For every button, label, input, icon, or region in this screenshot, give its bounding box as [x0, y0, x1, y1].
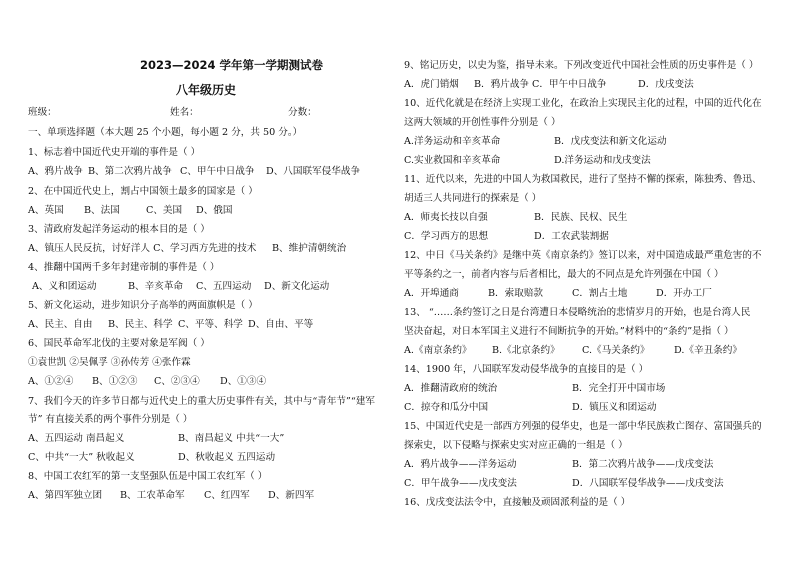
q7-option-d: D、秋收起义 五四运动: [178, 452, 276, 463]
question-8: 8、中国工农红军的第一支坚强队伍是中国工农红军（ ）: [28, 471, 268, 482]
q5-option-d: D、自由、平等: [248, 319, 314, 330]
q14-option-c: C．掠夺和瓜分中国: [404, 402, 489, 413]
q9-option-d: D．戊戌变法: [638, 79, 694, 90]
question-3: 3、清政府发起洋务运动的根本目的是（ ）: [28, 224, 210, 235]
exam-title: 2023—2024 学年第一学期测试卷: [140, 58, 324, 72]
q1-option-c: C、甲午中日战争: [180, 166, 255, 177]
q12-option-d: D．开办工厂: [656, 288, 712, 299]
q4-option-c: C、五四运动: [196, 281, 252, 292]
question-13-line-1: 13、 “……条约签订之日是台湾遭日本侵略统治的悲情岁月的开始，也是台湾人民: [404, 307, 751, 318]
q3-option-b: B、维护清朝统治: [272, 243, 347, 254]
q8-option-d: D、新四军: [268, 490, 315, 501]
q11-option-b: B．民族、民权、民生: [534, 212, 628, 223]
question-10-line-2: 这两大领域的开创性事件分别是（ ）: [404, 117, 561, 128]
class-label: 班级：: [28, 107, 57, 118]
q7-option-b: B、南昌起义 中共“一大”: [178, 433, 285, 444]
q6-listed-items: ①袁世凯 ②吴佩孚 ③孙传芳 ④张作霖: [28, 357, 191, 368]
q11-option-a: A．师夷长技以自强: [404, 212, 488, 223]
question-16: 16、戊戌变法法令中，直接触及顽固派利益的是（ ）: [404, 497, 631, 508]
q13-option-c: C.《马关条约》: [582, 345, 650, 356]
q9-option-b: B．鸦片战争: [474, 79, 530, 90]
q2-option-c: C、美国: [146, 205, 183, 216]
q5-option-a: A、民主、自由: [28, 319, 93, 330]
q11-option-d: D．工农武装割据: [534, 231, 609, 242]
q1-option-d: D、八国联军侵华战争: [266, 166, 361, 177]
q6-option-d: D、①③④: [220, 376, 267, 387]
question-5: 5、新文化运动，进步知识分子高举的两面旗帜是（ ）: [28, 300, 258, 311]
q13-option-a: A.《南京条约》: [404, 345, 472, 356]
q7-option-a: A、五四运动 南昌起义: [28, 433, 125, 444]
question-12-line-1: 12、中日《马关条约》是继中英《南京条约》签订以来，对中国造成最严重危害的不: [404, 250, 762, 261]
q12-option-c: C．割占土地: [572, 288, 628, 299]
score-label: 分数：: [288, 107, 317, 118]
q1-option-b: B、第二次鸦片战争: [88, 166, 172, 177]
question-1: 1、标志着中国近代史开端的事件是（ ）: [28, 147, 201, 158]
question-9: 9、铭记历史，以史为鉴，指导未来。下列改变近代中国社会性质的历史事件是（ ）: [404, 60, 759, 71]
q8-option-c: C、红四军: [204, 490, 250, 501]
question-15-line-1: 15、中国近代史是一部西方列强的侵华史，也是一部中华民族救亡图存、富国强兵的: [404, 421, 762, 432]
q10-option-d: D.洋务运动和戊戌变法: [554, 155, 651, 166]
q15-option-c: C．甲午战争——戊戌变法: [404, 478, 517, 489]
q1-option-a: A、鸦片战争: [28, 166, 83, 177]
q4-option-d: D、新文化运动: [264, 281, 330, 292]
q6-option-c: C、②③④: [154, 376, 200, 387]
q14-option-a: A．推翻清政府的统治: [404, 383, 498, 394]
q3-options-ac: A、镇压人民反抗，讨好洋人 C、学习西方先进的技术: [28, 243, 257, 254]
q6-option-b: B、①②③: [92, 376, 138, 387]
q2-option-d: D、俄国: [196, 205, 233, 216]
question-7-line-2: 节” 有直接关系的两个事件分别是（ ）: [28, 414, 193, 425]
section-heading: 一、单项选择题（本大题 25 个小题，每小题 2 分，共 50 分。）: [28, 127, 303, 138]
q7-option-c: C、中共“一大” 秋收起义: [28, 452, 135, 463]
q15-option-a: A．鸦片战争——洋务运动: [404, 459, 517, 470]
q15-option-d: D．八国联军侵华战争——戊戌变法: [572, 478, 724, 489]
q2-option-b: B、法国: [84, 205, 120, 216]
q15-option-b: B．第二次鸦片战争——戊戌变法: [572, 459, 714, 470]
q13-option-b: B.《北京条约》: [492, 345, 560, 356]
question-2: 2、在中国近代史上，割占中国领土最多的国家是（ ）: [28, 186, 258, 197]
q10-option-c: C.实业救国和辛亥革命: [404, 155, 501, 166]
question-10-line-1: 10、近代化就是在经济上实现工业化，在政治上实现民主化的过程，中国的近代化在: [404, 98, 762, 109]
q5-option-c: C、平等、科学: [178, 319, 243, 330]
question-6: 6、国民革命军北伐的主要对象是军阀（ ）: [28, 338, 210, 349]
q6-option-a: A、①②④: [28, 376, 74, 387]
question-12-line-2: 平等条约之一，前者内容与后者相比，最大的不同点是允许列强在中国（ ）: [404, 269, 724, 280]
q9-option-c: C．甲午中日战争: [532, 79, 607, 90]
question-4: 4、推翻中国两千多年封建帝制的事件是（ ）: [28, 262, 220, 273]
question-15-line-2: 探索史，以下侵略与探索史实对应正确的一组是（ ）: [404, 440, 628, 451]
q8-option-b: B、工农革命军: [120, 490, 185, 501]
q13-option-d: D.《辛丑条约》: [674, 345, 742, 356]
question-11-line-2: 胡适三人共同进行的探索是（ ）: [404, 193, 542, 204]
q5-option-b: B、民主、科学: [108, 319, 173, 330]
q14-option-d: D．镇压义和团运动: [572, 402, 657, 413]
q14-option-b: B．完全打开中国市场: [572, 383, 666, 394]
q11-option-c: C．学习西方的思想: [404, 231, 489, 242]
q4-option-a: A、义和团运动: [32, 281, 97, 292]
q12-option-a: A．开埠通商: [404, 288, 459, 299]
question-11-line-1: 11、近代以来，先进的中国人为救国救民，进行了坚持不懈的探索，陈独秀、鲁迅、: [404, 174, 762, 185]
q10-option-a: A.洋务运动和辛亥革命: [404, 136, 501, 147]
q2-option-a: A、英国: [28, 205, 64, 216]
exam-subtitle: 八年级历史: [176, 83, 237, 97]
q8-option-a: A、第四军独立团: [28, 490, 103, 501]
question-14: 14、1900 年，八国联军发动侵华战争的直接目的是（ ）: [404, 364, 649, 375]
q12-option-b: B．索取赔款: [488, 288, 544, 299]
question-7-line-1: 7、我们今天的许多节日都与近代史上的重大历史事件有关，其中与“青年节”“建军: [28, 396, 376, 407]
name-label: 姓名：: [170, 107, 199, 118]
question-13-line-2: 坚决奋起，对日本军国主义进行不间断抗争的开始。”材料中的“条约”是指（ ）: [404, 326, 734, 337]
q4-option-b: B、辛亥革命: [128, 281, 184, 292]
q9-option-a: A．虎门销烟: [404, 79, 459, 90]
q10-option-b: B．戊戌变法和新文化运动: [554, 136, 667, 147]
